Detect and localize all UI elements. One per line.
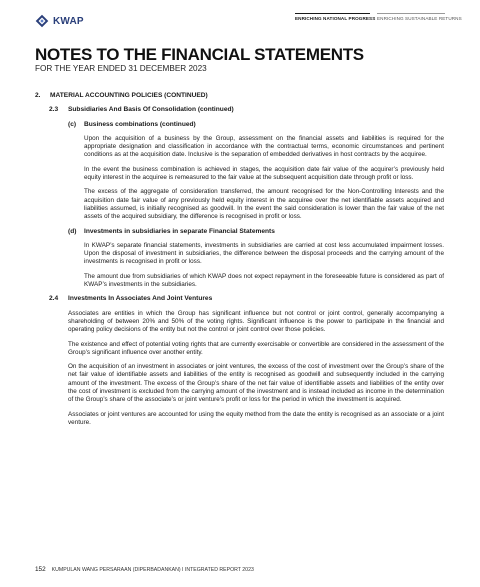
item-heading-d	[68, 228, 480, 236]
item-title: Business combinations (continued)	[84, 120, 196, 128]
footer-text: KUMPULAN WANG PERSARAAN (DIPERBADANKAN) I INTEGRATED REPORT 2023	[51, 567, 254, 573]
paragraph: The excess of the aggregate of consideration transferred, the amount recognised for the Non-Controlling Interests and the acquisition date fair value of any previously held equity interest in the acquiree over the net identifiable assets acquired and liabilities assumed, is initially recognised as goodwill. In the event the said consideration is lower than the fair value of the net assets of the acquired subsidiary, the difference is recognised in profit or loss.	[84, 188, 444, 221]
page-footer	[35, 566, 254, 573]
logo-text: KWAP	[53, 15, 84, 27]
subsection-heading-2-3	[49, 106, 480, 114]
subsection-title: Subsidiaries And Basis Of Consolidation (continued)	[68, 106, 234, 114]
section-title: MATERIAL ACCOUNTING POLICIES (CONTINUED)	[50, 92, 208, 99]
page-number: 152	[35, 566, 46, 573]
kwap-logo	[35, 14, 84, 28]
section-number: 2.	[35, 92, 41, 99]
paragraph: In KWAP’s separate financial statements, investments in subsidiaries are carried at cost less accumulated impairment losses. Upon the disposal of investment in subsidiaries, the difference between the disposal proceeds and the carrying amount of the investments is recognised in profit or loss.	[84, 241, 444, 266]
notes-content	[0, 92, 480, 433]
subsection-title: Investments In Associates And Joint Ventures	[68, 295, 213, 303]
tag-underline-inactive	[377, 13, 445, 14]
paragraph: Upon the acquisition of a business by the Group, assessment on the financial assets and liabilities is required for the appropriate designation and classification in accordance with the contractual terms, economic circumstances and pertinent conditions as at the acquisition date. Inclusive is the separation of embedded derivatives in host contracts by the acquiree.	[84, 134, 444, 159]
page-subtitle: FOR THE YEAR ENDED 31 DECEMBER 2023	[35, 64, 207, 73]
paragraph: The existence and effect of potential voting rights that are currently exercisable or convertible are considered in the assessment of the Group’s significant influence over another entity.	[68, 340, 444, 356]
section-heading	[35, 92, 480, 100]
tag-enriching-national-progress: ENRICHING NATIONAL PROGRESS	[295, 16, 376, 21]
subsection-heading-2-4	[49, 295, 480, 303]
item-title: Investments in subsidiaries in separate Financial Statements	[84, 227, 275, 235]
tag-enriching-sustainable-returns: ENRICHING SUSTAINABLE RETURNS	[377, 16, 462, 21]
tag-underline-active	[295, 13, 370, 14]
paragraph: Associates or joint ventures are accounted for using the equity method from the date the entity is recognised as an associate or a joint venture.	[68, 410, 444, 426]
item-heading-c	[68, 121, 480, 129]
paragraph: Associates are entities in which the Group has significant influence but not control or joint control, generally accompanying a shareholding of between 20% and 50% of the voting rights. Significant influence is the power to participate in the financial and operating policy decisions of the entity but not the control or joint control over those policies.	[68, 309, 444, 334]
subsection-number: 2.3	[49, 106, 59, 114]
item-number: (c)	[68, 120, 77, 128]
paragraph: On the acquisition of an investment in associates or joint ventures, the excess of the cost of investment over the Group’s share of the net fair value of identifiable assets and liabilities of the entity is recognised as goodwill and subsequently included in the carrying amount of the investment. The excess of the Group’s share of the net fair value of identifiable assets and liabilities of the entity over the cost of investment is excluded from the carrying amount of the investment and is instead included as income in the determination of the Group’s share of the associate’s or joint venture’s profit or loss for the period in which the investment is acquired.	[68, 363, 444, 404]
subsection-number: 2.4	[49, 295, 59, 303]
item-number: (d)	[68, 227, 77, 235]
paragraph: In the event the business combination is achieved in stages, the acquisition date fair value of the acquirer’s previously held equity interest in the acquiree is remeasured to the fair value at the subsequent acquisition date through profit or loss.	[84, 165, 444, 182]
kwap-logo-icon	[35, 14, 49, 28]
paragraph: The amount due from subsidiaries of which KWAP does not expect repayment in the foreseeable future is considered as part of KWAP’s investments in the subsidiaries.	[84, 272, 444, 289]
page-title: NOTES TO THE FINANCIAL STATEMENTS	[35, 45, 364, 64]
